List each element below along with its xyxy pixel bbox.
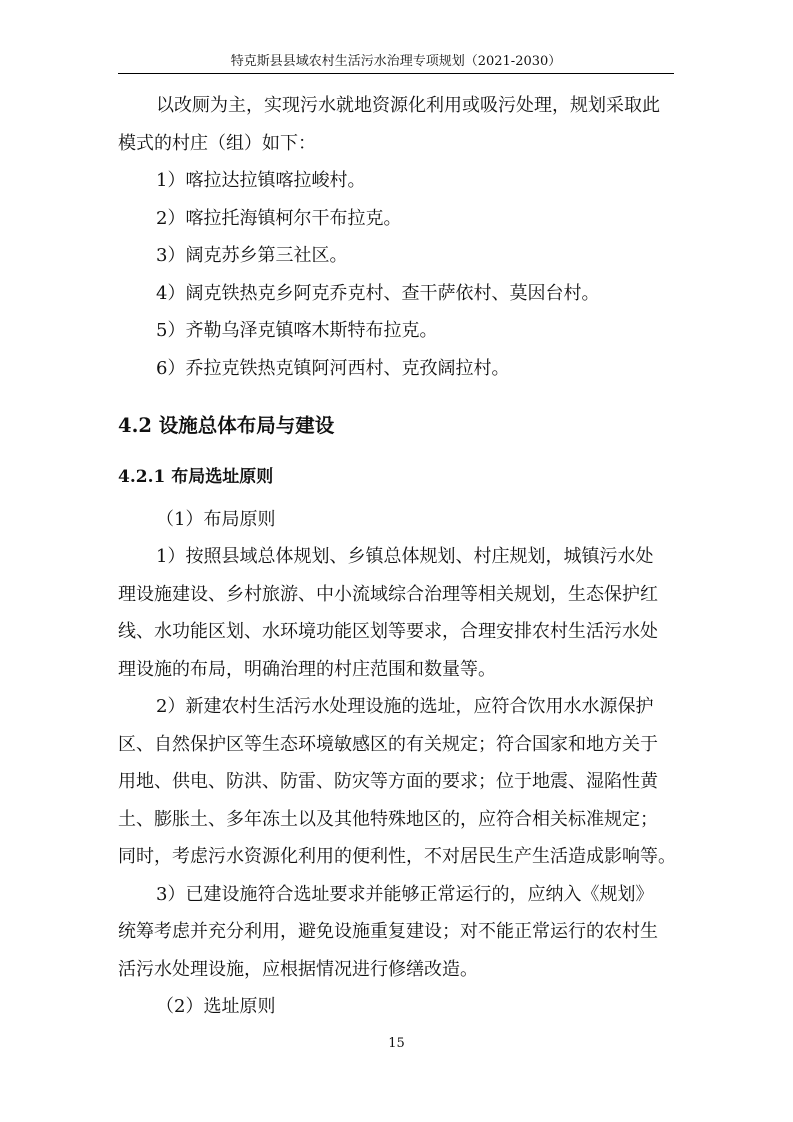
paragraph-line: 活污水处理设施，应根据情况进行修缮改造。 [118,958,478,980]
village-list-item: 3）阔克苏乡第三社区。 [156,245,348,266]
village-list-item: 6）乔拉克铁热克镇阿河西村、克孜阔拉村。 [156,357,510,379]
page-number: 15 [388,1036,405,1051]
principle-paragraph-3 [118,876,674,989]
intro-paragraph [118,87,674,162]
paragraph-line: 3）已建设施符合选址要求并能够正常运行的，应纳入《规划》 [156,883,654,905]
layout-principle-title: （1）布局原则 [156,508,276,530]
paragraph-line: 理设施的布局，明确治理的村庄范围和数量等。 [118,658,496,680]
village-list [118,162,674,387]
paragraph-line: 用地、供电、防洪、防雷、防灾等方面的要求；位于地震、湿陷性黄 [118,771,658,792]
intro-line: 模式的村庄（组）如下： [118,132,316,154]
paragraph-line: 区、自然保护区等生态环境敏感区的有关规定；符合国家和地方关于 [118,733,658,755]
principle-paragraph-1 [118,538,674,688]
section-heading: 4.2 设施总体布局与建设 [118,414,335,437]
paragraph-line: 土、膨胀土、多年冻土以及其他特殊地区的，应符合相关标准规定； [118,808,658,830]
header-rule [118,73,674,74]
paragraph-line: 理设施建设、乡村旅游、中小流域综合治理等相关规划，生态保护红 [118,583,658,605]
paragraph-line: 线、水功能区划、水环境功能区划等要求，合理安排农村生活污水处 [118,621,658,642]
village-list-item: 4）阔克铁热克乡阿克乔克村、查干萨依村、莫因台村。 [156,282,600,304]
village-list-item: 1）喀拉达拉镇喀拉峻村。 [156,170,366,191]
page-body [118,87,674,1026]
running-header: 特克斯县县域农村生活污水治理专项规划（2021-2030） [230,54,562,69]
site-principle-title: （2）选址原则 [156,996,276,1017]
village-list-item: 5）齐勒乌泽克镇喀木斯特布拉克。 [156,320,438,341]
village-list-item: 2）喀拉托海镇柯尔干布拉克。 [156,207,402,229]
paragraph-line: 1）按照县域总体规划、乡镇总体规划、村庄规划，城镇污水处 [156,546,654,567]
subsection-heading: 4.2.1 布局选址原则 [118,467,274,487]
paragraph-line: 2）新建农村生活污水处理设施的选址，应符合饮用水水源保护 [156,696,654,717]
principle-paragraph-2 [118,688,674,876]
intro-line: 以改厕为主，实现污水就地资源化利用或吸污处理，规划采取此 [156,95,660,116]
paragraph-line: 同时，考虑污水资源化利用的便利性，不对居民生产生活造成影响等。 [118,846,676,867]
paragraph-line: 统筹考虑并充分利用，避免设施重复建设；对不能正常运行的农村生 [118,921,658,942]
